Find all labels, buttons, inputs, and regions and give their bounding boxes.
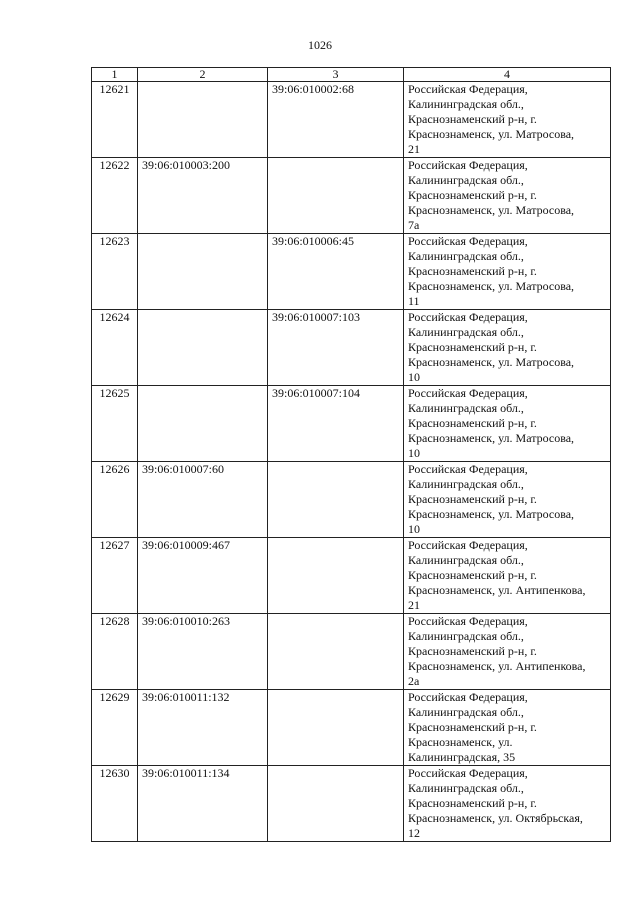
cadastral-number-col2	[138, 234, 268, 310]
address-cell	[404, 158, 611, 234]
address-line: Краснознаменск, ул. Антипенкова,	[408, 583, 586, 597]
table-row	[92, 462, 611, 538]
address-line: Российская Федерация,	[408, 690, 528, 704]
address-line: Калининградская обл.,	[408, 401, 524, 415]
address-line: Калининградская обл.,	[408, 97, 524, 111]
table-row	[92, 766, 611, 842]
address-line: Краснознаменский р-н, г.	[408, 416, 537, 430]
row-number: 12624	[92, 310, 138, 386]
header-row	[92, 68, 611, 82]
column-header-4: 4	[404, 68, 611, 82]
address-line: Российская Федерация,	[408, 234, 528, 248]
page-number: 1026	[308, 38, 332, 52]
address-line: Российская Федерация,	[408, 310, 528, 324]
address-line: Краснознаменск, ул. Матросова,	[408, 431, 575, 445]
cadastral-number-col2: 39:06:010011:132	[138, 690, 268, 766]
address-line: Краснознаменский р-н, г.	[408, 264, 537, 278]
address-line: 10	[408, 370, 420, 384]
table-row	[92, 690, 611, 766]
address-line: Краснознаменск, ул. Матросова,	[408, 203, 575, 217]
address-cell	[404, 462, 611, 538]
address-line: Российская Федерация,	[408, 158, 528, 172]
address-line: Калининградская обл.,	[408, 249, 524, 263]
register-table	[91, 67, 611, 842]
cadastral-number-col2	[138, 386, 268, 462]
column-header-1: 1	[92, 68, 138, 82]
table-row	[92, 538, 611, 614]
cadastral-number-col2	[138, 82, 268, 158]
address-line: 2а	[408, 674, 420, 688]
row-number: 12625	[92, 386, 138, 462]
address-line: Краснознаменск, ул.	[408, 735, 513, 749]
address-line: Краснознаменский р-н, г.	[408, 492, 537, 506]
address-line: 21	[408, 142, 420, 156]
table-row	[92, 82, 611, 158]
address-line: Краснознаменск, ул. Матросова,	[408, 279, 575, 293]
row-number: 12626	[92, 462, 138, 538]
address-line: 12	[408, 826, 420, 840]
address-line: Российская Федерация,	[408, 766, 528, 780]
address-line: 11	[408, 294, 420, 308]
address-line: Калининградская обл.,	[408, 705, 524, 719]
address-line: Краснознаменск, ул. Матросова,	[408, 507, 575, 521]
table-row	[92, 234, 611, 310]
address-cell	[404, 234, 611, 310]
table-row	[92, 614, 611, 690]
table-header	[92, 68, 611, 82]
address-line: Краснознаменский р-н, г.	[408, 112, 537, 126]
cadastral-number-col3	[268, 690, 404, 766]
cadastral-number-col2: 39:06:010007:60	[138, 462, 268, 538]
table-row	[92, 386, 611, 462]
cadastral-number-col3: 39:06:010007:103	[268, 310, 404, 386]
row-number: 12622	[92, 158, 138, 234]
row-number: 12628	[92, 614, 138, 690]
cadastral-number-col3	[268, 158, 404, 234]
address-line: Российская Федерация,	[408, 462, 528, 476]
address-line: Краснознаменск, ул. Антипенкова,	[408, 659, 586, 673]
row-number: 12621	[92, 82, 138, 158]
cadastral-number-col3	[268, 538, 404, 614]
address-line: Краснознаменск, ул. Октябрьская,	[408, 811, 583, 825]
address-line: Калининградская обл.,	[408, 173, 524, 187]
address-line: 10	[408, 446, 420, 460]
address-line: 10	[408, 522, 420, 536]
cadastral-number-col3	[268, 614, 404, 690]
cadastral-number-col2	[138, 310, 268, 386]
address-line: Краснознаменский р-н, г.	[408, 796, 537, 810]
address-line: Российская Федерация,	[408, 538, 528, 552]
address-cell	[404, 538, 611, 614]
address-line: Российская Федерация,	[408, 614, 528, 628]
table-body	[92, 82, 611, 842]
table-row	[92, 158, 611, 234]
row-number: 12627	[92, 538, 138, 614]
address-cell	[404, 310, 611, 386]
address-cell	[404, 766, 611, 842]
cadastral-number-col3: 39:06:010006:45	[268, 234, 404, 310]
cadastral-number-col3: 39:06:010002:68	[268, 82, 404, 158]
row-number: 12623	[92, 234, 138, 310]
column-header-3: 3	[268, 68, 404, 82]
cadastral-number-col2: 39:06:010003:200	[138, 158, 268, 234]
address-cell	[404, 386, 611, 462]
cadastral-number-col3	[268, 766, 404, 842]
address-line: Краснознаменский р-н, г.	[408, 720, 537, 734]
cadastral-number-col2: 39:06:010009:467	[138, 538, 268, 614]
cadastral-number-col2: 39:06:010010:263	[138, 614, 268, 690]
address-line: Российская Федерация,	[408, 386, 528, 400]
address-cell	[404, 614, 611, 690]
address-line: Краснознаменский р-н, г.	[408, 340, 537, 354]
cadastral-number-col3: 39:06:010007:104	[268, 386, 404, 462]
address-line: Краснознаменск, ул. Матросова,	[408, 355, 575, 369]
address-line: 7а	[408, 218, 420, 232]
address-line: Краснознаменск, ул. Матросова,	[408, 127, 575, 141]
address-cell	[404, 690, 611, 766]
address-cell	[404, 82, 611, 158]
column-header-2: 2	[138, 68, 268, 82]
address-line: Краснознаменский р-н, г.	[408, 188, 537, 202]
address-line: Калининградская обл.,	[408, 553, 524, 567]
cadastral-number-col3	[268, 462, 404, 538]
address-line: Калининградская обл.,	[408, 477, 524, 491]
address-line: Краснознаменский р-н, г.	[408, 568, 537, 582]
address-line: Калининградская обл.,	[408, 629, 524, 643]
address-line: 21	[408, 598, 420, 612]
address-line: Калининградская, 35	[408, 750, 516, 764]
row-number: 12630	[92, 766, 138, 842]
address-line: Калининградская обл.,	[408, 781, 524, 795]
address-line: Краснознаменский р-н, г.	[408, 644, 537, 658]
address-line: Калининградская обл.,	[408, 325, 524, 339]
address-line: Российская Федерация,	[408, 82, 528, 96]
cadastral-number-col2: 39:06:010011:134	[138, 766, 268, 842]
row-number: 12629	[92, 690, 138, 766]
table-row	[92, 310, 611, 386]
